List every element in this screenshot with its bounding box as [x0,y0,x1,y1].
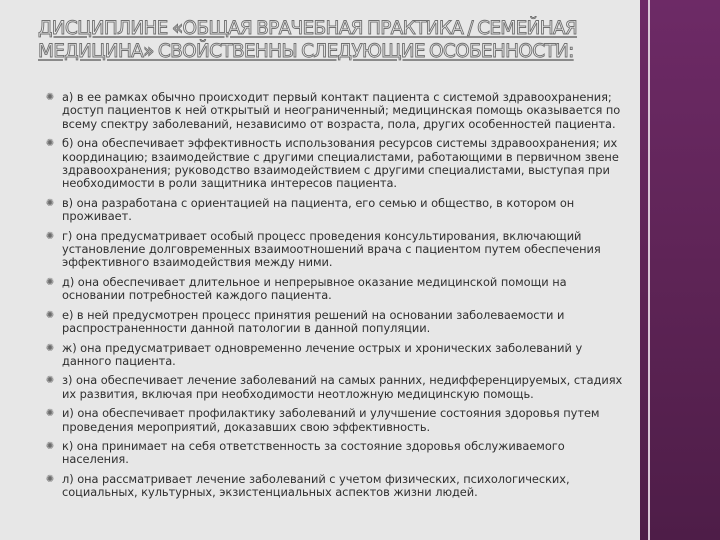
list-item [0,276,640,303]
dingbat-bullet-icon: ✺ [45,342,55,354]
list-item [0,137,640,191]
features-list [0,91,640,506]
list-item-text: г) она предусматривает особый процесс проведения консультирования, включающий установление долговременных взаимоотношений врача с пациентом путем обеспечения эффективного взаимодействия между ними. [62,228,601,270]
list-item [0,197,640,224]
dingbat-bullet-icon: ✺ [45,408,55,420]
list-item-text: д) она обеспечивает длительное и непрерывное оказание медицинской помощи на основании потребностей каждого пациента. [62,274,567,303]
dingbat-bullet-icon: ✺ [45,138,55,150]
list-item [0,440,640,467]
decorative-sidebar [640,0,720,540]
dingbat-bullet-icon: ✺ [45,276,55,288]
list-item-text: к) она принимает на себя ответственность за состояние здоровья обслуживаемого населения. [62,438,565,467]
list-item [0,309,640,336]
list-item [0,374,640,401]
list-item-text: а) в ее рамках обычно происходит первый контакт пациента с системой здравоохранения; доступ пациентов к ней открытый и неограниченный; медицинская помощь оказывается по всему спектру заболеваний, независимо от возраста, пола, других особенностей пациента. [62,90,621,131]
dingbat-bullet-icon: ✺ [45,197,55,209]
list-item-text: з) она обеспечивает лечение заболеваний на самых ранних, недифференцируемых, стадиях их развития, включая при необходимости неотложную медицинскую помощь. [62,373,623,401]
dingbat-bullet-icon: ✺ [45,230,55,242]
list-item [0,230,640,270]
list-item [0,91,640,131]
slide-title: ДИСЦИПЛИНЕ «ОБЩАЯ ВРАЧЕБНАЯ ПРАКТИКА / СЕМЕЙНАЯ МЕДИЦИНА» СВОЙСТВЕННЫ СЛЕДУЮЩИЕ ОСОБЕННОСТИ: [38,18,578,62]
dingbat-bullet-icon: ✺ [45,92,55,103]
list-item [0,407,640,434]
dingbat-bullet-icon: ✺ [45,375,55,387]
list-item-text: е) в ней предусмотрен процесс принятия решений на основании заболеваемости и распространенности данной патологии в данной популяции. [62,307,565,336]
list-item-text: ж) она предусматривает одновременно лечение острых и хронических заболеваний у данного пациента. [62,340,583,368]
list-item-text: и) она обеспечивает профилактику заболеваний и улучшение состояния здоровья путем проведения мероприятий, доказавших свою эффективность. [62,406,600,434]
sidebar-divider-line [648,0,650,540]
dingbat-bullet-icon: ✺ [45,440,55,452]
list-item-text: в) она разработана с ориентацией на пациента, его семью и общество, в котором он проживает. [62,195,575,224]
list-item-text: б) она обеспечивает эффективность использования ресурсов системы здравоохранения; их координацию; взаимодействие с другими специалистами, работающими в первичном звене здравоохранения; руководство взаимодействием с другими специалистами, выступая при необходимости в роли защитника интересов пациента. [62,136,619,191]
dingbat-bullet-icon: ✺ [45,473,55,485]
list-item-text: л) она рассматривает лечение заболеваний с учетом физических, психологических, социальных, культурных, экзистенциальных аспектов жизни людей. [62,471,570,500]
list-item [0,473,640,500]
list-item [0,342,640,369]
dingbat-bullet-icon: ✺ [45,309,55,321]
